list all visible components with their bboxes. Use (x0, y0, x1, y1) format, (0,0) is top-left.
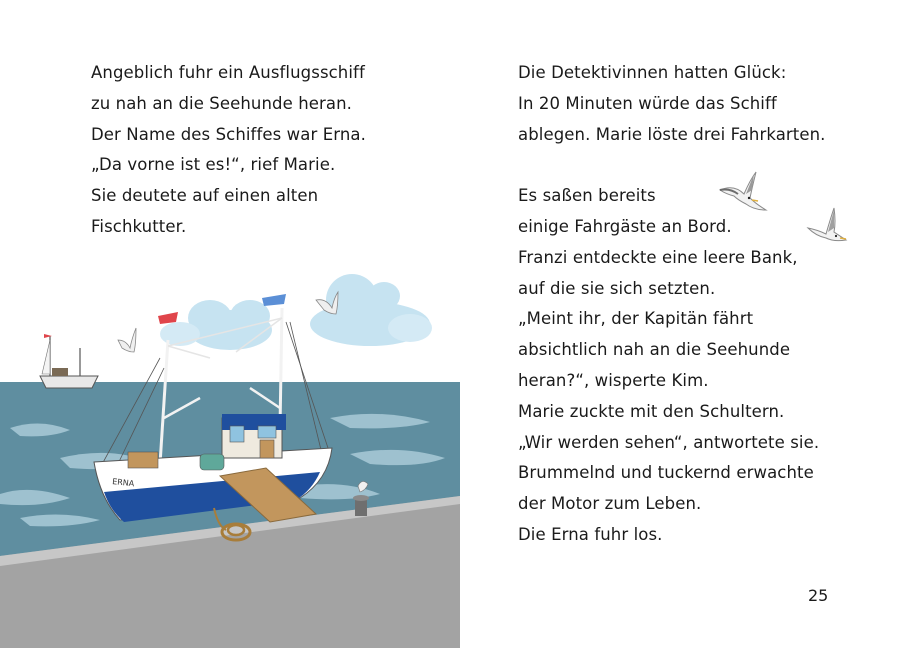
text-line: Marie zuckte mit den Schultern. (518, 401, 785, 421)
text-line: Die Erna fuhr los. (518, 524, 663, 544)
text-line: Fischkutter. (91, 216, 187, 236)
page-number: 25 (808, 586, 829, 605)
text-line: Die Detektivinnen hatten Glück: (518, 63, 787, 82)
text-line: der Motor zum Leben. (518, 494, 702, 514)
text-line: „Da vorne ist es!“, rief Marie. (91, 155, 336, 175)
right-text-column (518, 58, 826, 551)
text-line: absichtlich nah an die Seehunde (518, 340, 791, 360)
text-line: heran?“, wisperte Kim. (518, 370, 709, 390)
text-line: zu nah an die Seehunde heran. (91, 93, 353, 113)
text-line: „Meint ihr, der Kapitän fährt (518, 309, 754, 329)
harbor-illustration (0, 258, 460, 648)
text-line: einige Fahrgäste an Bord. (518, 216, 732, 236)
text-line: In 20 Minuten würde das Schiff (518, 93, 777, 113)
text-line: ablegen. Marie löste drei Fahrkarten. (518, 124, 826, 144)
distant-sailboat (40, 334, 98, 388)
text-line: Der Name des Schiffes war Erna. (91, 124, 366, 144)
text-line: Es saßen bereits (518, 186, 656, 206)
text-line: Angeblich fuhr ein Ausflugsschiff (91, 63, 365, 82)
boat-name-label: ERNA (111, 477, 135, 489)
text-line: auf die sie sich setzten. (518, 278, 716, 298)
text-line: Brummelnd und tuckernd erwachte (518, 463, 814, 483)
left-text-column (91, 58, 366, 243)
seagull-illustration (804, 206, 850, 248)
seagull-small (118, 328, 136, 352)
text-line: „Wir werden sehen“, antwortete sie. (518, 432, 820, 452)
seagull-illustration (716, 170, 772, 220)
text-line: Franzi entdeckte eine leere Bank, (518, 247, 798, 267)
paragraph-gap (518, 150, 826, 181)
text-line: Sie deutete auf einen alten (91, 186, 319, 206)
